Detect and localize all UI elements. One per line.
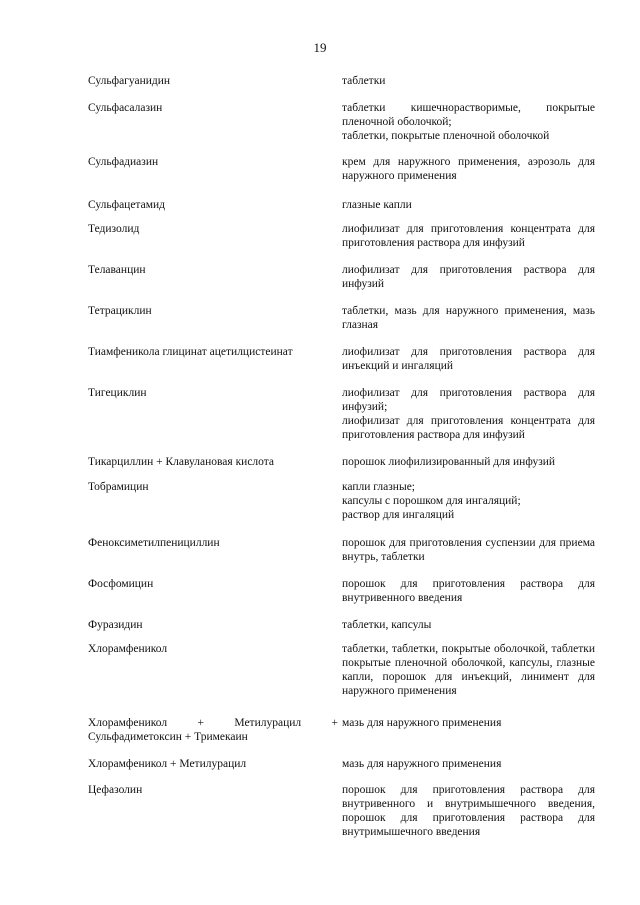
dosage-form-line: таблетки, мазь для наружного применения, мазь глазная: [342, 305, 595, 331]
page-number: 19: [313, 40, 327, 55]
dosage-form-line: лиофилизат для приготовления концентрата для приготовления раствора для инфузий: [342, 415, 595, 441]
dosage-form-line: таблетки: [342, 75, 386, 87]
dosage-form-line: порошок лиофилизированный для инфузий: [342, 456, 556, 468]
dosage-form: [342, 783, 595, 839]
drug-name: Феноксиметилпенициллин: [88, 537, 220, 549]
dosage-form-line: порошок для приготовления раствора для внутривенного и внутримышечного введения, порошок для приготовления раствора для внутримышечного введения: [342, 784, 595, 838]
dosage-form-line: мазь для наружного применения: [342, 758, 502, 770]
dosage-form: [342, 263, 595, 291]
dosage-form: [342, 198, 595, 212]
dosage-form-line: таблетки, таблетки, покрытые оболочкой, таблетки покрытые пленочной оболочкой, капсулы, глазные капли, порошок для инъекций, линимент для наружного применения: [342, 643, 595, 697]
dosage-form-line: лиофилизат для приготовления раствора для инфузий;: [342, 387, 595, 413]
drug-name: Тобрамицин: [88, 481, 149, 493]
dosage-form-line: порошок для приготовления суспензии для приема внутрь, таблетки: [342, 537, 595, 563]
dosage-form: [342, 74, 595, 88]
dosage-form: [342, 480, 595, 522]
dosage-form: [342, 618, 595, 632]
drug-name: Тедизолид: [88, 223, 140, 235]
dosage-form-line: мазь для наружного применения: [342, 717, 502, 729]
dosage-form: [342, 536, 595, 564]
dosage-form: [342, 455, 595, 469]
dosage-form-line: лиофилизат для приготовления концентрата для приготовления раствора для инфузий: [342, 223, 595, 249]
dosage-form: [342, 642, 595, 698]
dosage-form: [342, 155, 595, 183]
dosage-form-line: таблетки кишечнорастворимые, покрытые пленочной оболочкой;: [342, 102, 595, 128]
dosage-form: [342, 304, 595, 332]
dosage-form: [342, 577, 595, 605]
drug-name: Хлорамфеникол + Метилурацил: [88, 758, 247, 770]
drug-name: Хлорамфеникол: [88, 643, 168, 655]
dosage-form: [342, 345, 595, 373]
dosage-form-line: крем для наружного применения, аэрозоль для наружного применения: [342, 156, 595, 182]
dosage-form: [342, 222, 595, 250]
dosage-form-line: таблетки, капсулы: [342, 619, 432, 631]
drug-name: Сульфадиазин: [88, 156, 159, 168]
drug-name: Тетрациклин: [88, 305, 152, 317]
dosage-form-line: раствор для ингаляций: [342, 509, 455, 521]
drug-name: Сульфагуанидин: [88, 75, 171, 87]
dosage-form: [342, 716, 595, 730]
dosage-form-line: таблетки, покрытые пленочной оболочкой: [342, 130, 550, 142]
drug-name: Сульфасалазин: [88, 102, 163, 114]
dosage-form: [342, 101, 595, 143]
drug-name: Тиамфеникола глицинат ацетилцистеинат: [88, 346, 293, 358]
dosage-form-line: порошок для приготовления раствора для внутривенного введения: [342, 578, 595, 604]
dosage-form-line: капсулы с порошком для ингаляций;: [342, 495, 521, 507]
drug-name: Сульфацетамид: [88, 199, 165, 211]
drug-name: Телаванцин: [88, 264, 146, 276]
dosage-form-line: лиофилизат для приготовления раствора для инфузий: [342, 264, 595, 290]
dosage-form: [342, 757, 595, 771]
drug-name: Фуразидин: [88, 619, 143, 631]
dosage-form: [342, 386, 595, 442]
dosage-form-line: капли глазные;: [342, 481, 415, 493]
drug-name: Тикарциллин + Клавулановая кислота: [88, 456, 275, 468]
drug-name: Фосфомицин: [88, 578, 154, 590]
dosage-form-line: лиофилизат для приготовления раствора для инъекций и ингаляций: [342, 346, 595, 372]
dosage-form-line: глазные капли: [342, 199, 412, 211]
drug-name: Цефазолин: [88, 784, 143, 796]
drug-name: Тигециклин: [88, 387, 147, 399]
drug-name: Хлорамфеникол + Метилурацил + Сульфадиметоксин + Тримекаин: [88, 717, 338, 743]
